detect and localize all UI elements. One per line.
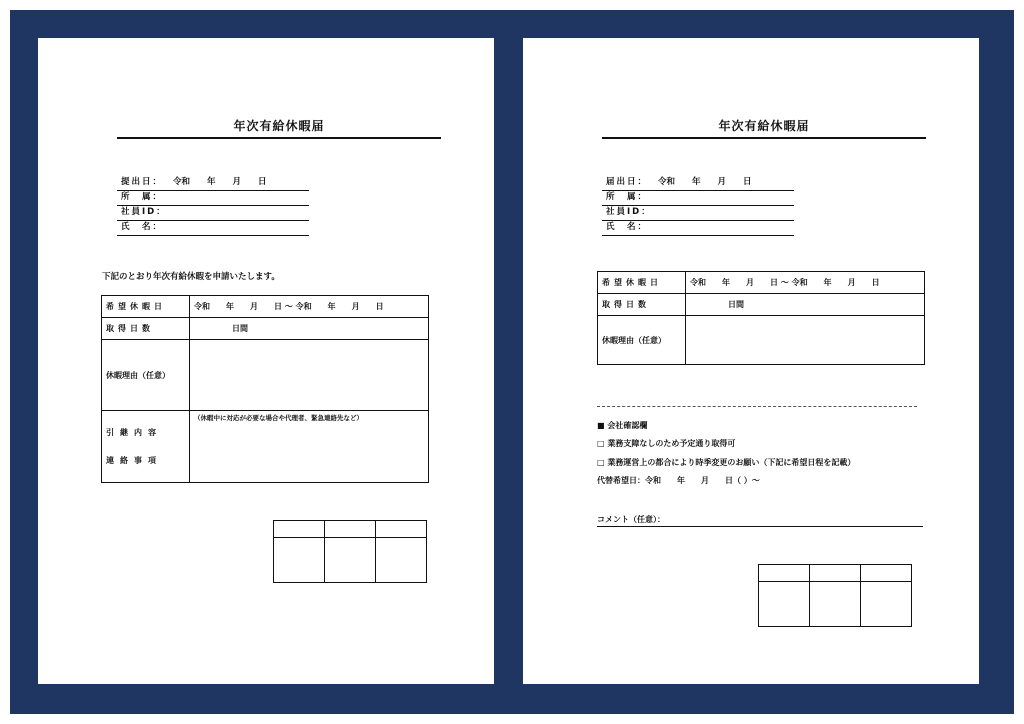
- stamp-header: [274, 521, 325, 538]
- field-label: 所 属：: [121, 192, 164, 202]
- employee-id-field[interactable]: [117, 206, 309, 221]
- desired-dates-label: 希望休暇日: [102, 296, 190, 318]
- option-approve-checkbox[interactable]: □ 業務支障なしのため予定通り取得可: [597, 439, 736, 448]
- department-field[interactable]: [602, 191, 794, 206]
- submit-date-field[interactable]: [117, 176, 309, 191]
- stamp-header: [861, 565, 912, 582]
- leave-reason-label: 休暇理由（任意）: [102, 340, 190, 411]
- page-title: 年次有給休暇届: [233, 119, 325, 133]
- field-label: 社員ID：: [121, 207, 167, 217]
- field-label: 所 属：: [606, 192, 649, 202]
- notification-date-field[interactable]: [602, 176, 794, 191]
- approval-stamp-boxes: [273, 520, 427, 583]
- leave-reason-input[interactable]: [686, 316, 925, 365]
- comment-field[interactable]: コメント（任意）：: [597, 514, 923, 527]
- field-label: 提出日：: [121, 177, 164, 187]
- form-page-right: [523, 38, 979, 684]
- field-label: 氏 名：: [121, 222, 164, 232]
- field-label: 届出日：: [606, 177, 649, 187]
- field-value: 令和 年 月 日: [658, 177, 752, 187]
- approval-stamp-boxes: [758, 564, 912, 627]
- days-taken-label: 取得日数: [598, 294, 686, 316]
- leave-reason-input[interactable]: [190, 340, 429, 411]
- cut-line: [597, 406, 917, 407]
- leave-request-table: [597, 271, 925, 365]
- company-confirmation-heading: ■ 会社確認欄: [597, 421, 648, 430]
- handover-input[interactable]: [190, 411, 429, 483]
- stamp-box[interactable]: [325, 538, 376, 583]
- leave-reason-label: 休暇理由（任意）: [598, 316, 686, 365]
- department-field[interactable]: [117, 191, 309, 206]
- form-page-left: [38, 38, 494, 684]
- handover-hint: （休暇中に対応が必要な場合や代理者、緊急連絡先など）: [194, 414, 363, 422]
- days-taken-value[interactable]: 日間: [686, 294, 925, 316]
- stamp-header: [325, 521, 376, 538]
- stamp-box[interactable]: [274, 538, 325, 583]
- name-field[interactable]: [602, 221, 794, 236]
- leave-request-table: [101, 295, 429, 483]
- stamp-box[interactable]: [376, 538, 427, 583]
- stamp-box[interactable]: [861, 582, 912, 627]
- handover-label-line1: 引継内容: [106, 427, 162, 437]
- field-value: 令和 年 月 日: [173, 177, 267, 187]
- handover-label: [102, 411, 190, 483]
- title-underline: [117, 137, 441, 139]
- days-taken-value[interactable]: 日間: [190, 318, 429, 340]
- option-change-checkbox[interactable]: □ 業務運営上の都合により時季変更のお願い（下記に希望日程を記載）: [597, 458, 856, 467]
- field-label: 氏 名：: [606, 222, 649, 232]
- employee-id-field[interactable]: [602, 206, 794, 221]
- desired-dates-value[interactable]: 令和 年 月 日 〜 令和 年 月 日: [190, 296, 429, 318]
- stamp-header: [376, 521, 427, 538]
- field-label: 社員ID：: [606, 207, 652, 217]
- stamp-box[interactable]: [810, 582, 861, 627]
- handover-label-line2: 連絡事項: [106, 455, 162, 465]
- document-frame: [10, 10, 1014, 714]
- intro-text: 下記のとおり年次有給休暇を申請いたします。: [102, 272, 280, 282]
- title-underline: [602, 137, 926, 139]
- alternative-date-field[interactable]: 代替希望日：令和 年 月 日（ ）〜: [597, 476, 760, 485]
- stamp-header: [810, 565, 861, 582]
- days-taken-label: 取得日数: [102, 318, 190, 340]
- stamp-box[interactable]: [759, 582, 810, 627]
- desired-dates-value[interactable]: 令和 年 月 日 〜 令和 年 月 日: [686, 272, 925, 294]
- stamp-header: [759, 565, 810, 582]
- name-field[interactable]: [117, 221, 309, 236]
- desired-dates-label: 希望休暇日: [598, 272, 686, 294]
- page-title: 年次有給休暇届: [718, 119, 810, 133]
